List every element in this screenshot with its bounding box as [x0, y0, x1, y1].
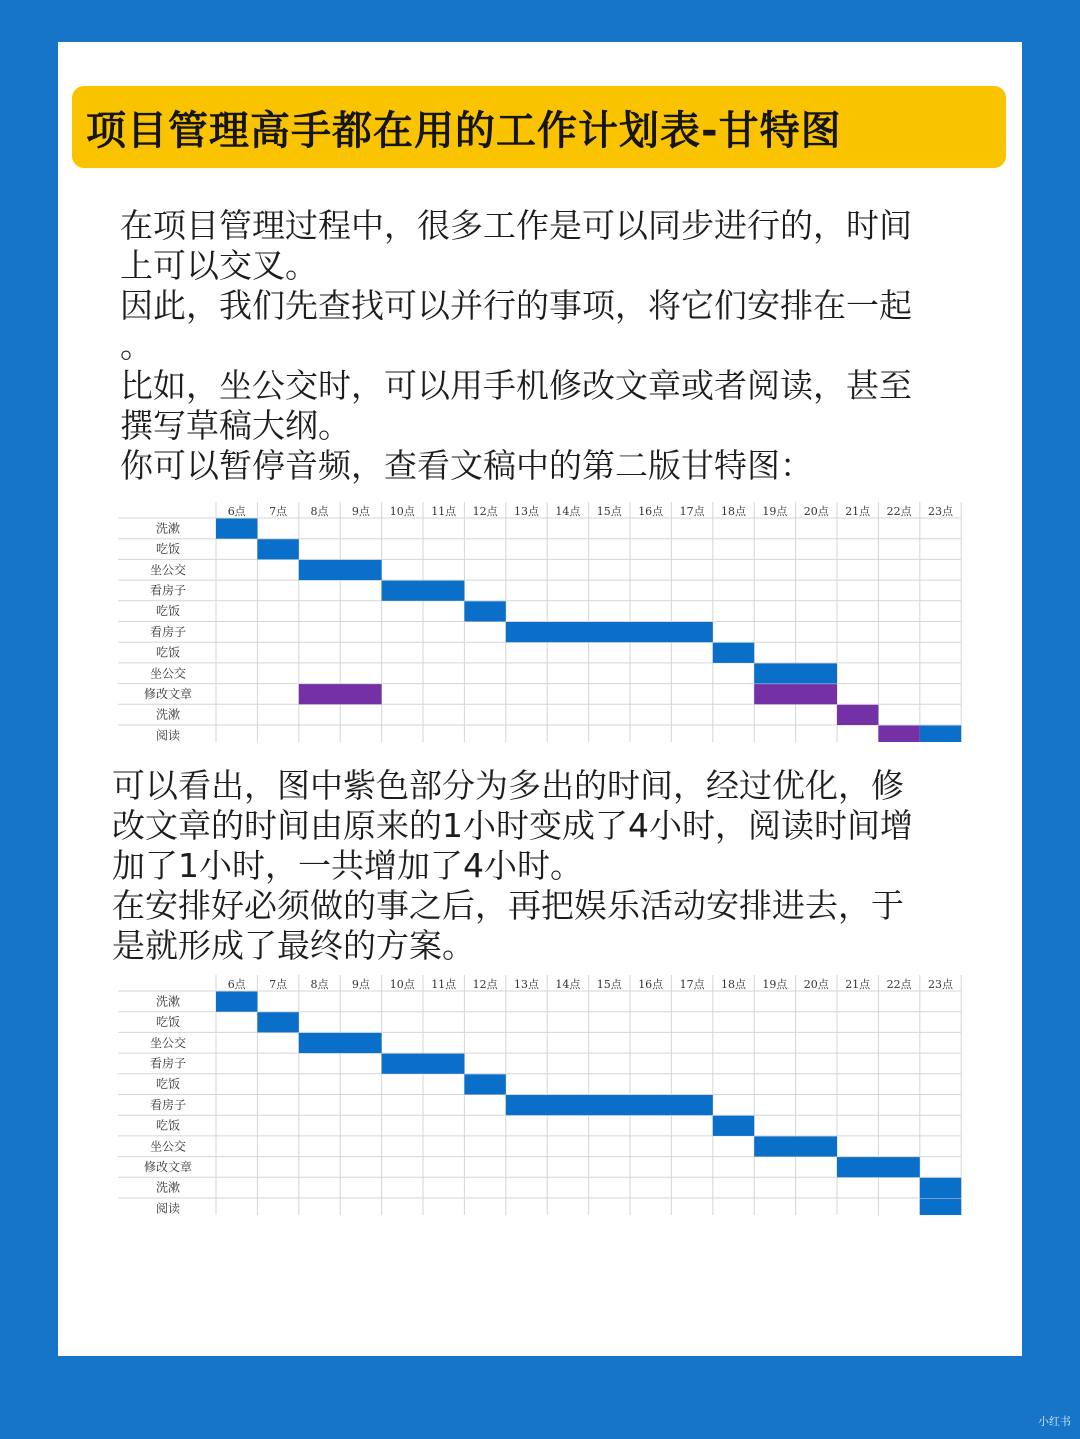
gantt-bar-修改文章 [299, 684, 382, 704]
hour-label: 14点 [555, 978, 581, 991]
task-label: 洗漱 [155, 1180, 181, 1195]
hour-label: 10点 [389, 505, 415, 518]
hour-label: 10点 [389, 978, 415, 991]
task-label: 洗漱 [155, 707, 181, 722]
gantt-bar-洗漱 [920, 1178, 961, 1198]
intro-line: 撰写草稿大纲。 [120, 406, 351, 445]
task-label: 洗漱 [155, 521, 181, 536]
hour-label: 7点 [269, 505, 288, 518]
task-label: 修改文章 [143, 1159, 193, 1174]
watermark: 小红书 [1038, 1415, 1071, 1428]
hour-label: 15点 [596, 505, 622, 518]
gantt-bar-坐公交 [299, 560, 382, 580]
hour-label: 8点 [310, 505, 329, 518]
gantt-bar-修改文章 [754, 684, 837, 704]
explanation-line: 在安排好必须做的事之后，再把娱乐活动安排进去，于 [112, 886, 904, 925]
gantt-bar-坐公交 [754, 663, 837, 683]
gantt-svg [118, 502, 962, 742]
gantt-chart-original [118, 502, 962, 742]
hour-label: 23点 [928, 505, 953, 518]
task-label: 坐公交 [149, 666, 187, 681]
hour-label: 12点 [472, 505, 498, 518]
hour-label: 13点 [514, 505, 539, 518]
hour-label: 11点 [431, 978, 457, 991]
gantt-bar-看房子 [506, 1095, 713, 1115]
task-label: 坐公交 [149, 562, 187, 577]
hour-label: 21点 [845, 505, 871, 518]
gantt-bar-吃饭 [464, 1074, 505, 1094]
intro-line: 你可以暂停音频，查看文稿中的第二版甘特图： [120, 446, 813, 485]
gantt-bar-看房子 [506, 622, 713, 642]
gantt-bar-吃饭 [257, 1012, 298, 1032]
hour-label: 8点 [310, 978, 329, 991]
hour-label: 6点 [227, 505, 246, 518]
gantt-bar-坐公交 [754, 1136, 837, 1156]
task-label: 看房子 [149, 1056, 187, 1071]
gantt-bar-看房子 [382, 581, 465, 601]
task-label: 看房子 [149, 583, 187, 598]
hour-label: 16点 [638, 978, 664, 991]
task-label: 看房子 [149, 624, 187, 639]
gantt-bar-修改文章 [837, 1157, 920, 1177]
task-label: 阅读 [155, 728, 181, 742]
explanation-line: 可以看出，图中紫色部分为多出的时间，经过优化，修 [112, 766, 904, 805]
hour-label: 18点 [721, 505, 746, 518]
hour-label: 7点 [269, 978, 288, 991]
explanation-line: 加了1小时，一共增加了4小时。 [112, 846, 583, 885]
explanation-line: 是就形成了最终的方案。 [112, 926, 475, 965]
hour-label: 17点 [679, 978, 705, 991]
gantt-bar-吃饭 [713, 1116, 754, 1136]
hour-label: 22点 [886, 978, 912, 991]
hour-label: 16点 [638, 505, 664, 518]
task-label: 吃饭 [155, 645, 181, 660]
hour-label: 20点 [803, 505, 829, 518]
task-label: 洗漱 [155, 994, 181, 1009]
task-label: 坐公交 [149, 1035, 187, 1050]
task-label: 坐公交 [149, 1139, 187, 1154]
hour-label: 20点 [803, 978, 829, 991]
hour-label: 9点 [351, 978, 370, 991]
explanation-line: 改文章的时间由原来的1小时变成了4小时，阅读时间增 [112, 806, 913, 845]
task-label: 吃饭 [155, 1118, 181, 1133]
task-label: 吃饭 [155, 542, 181, 557]
gantt-bar-吃饭 [257, 539, 298, 559]
hour-label: 21点 [845, 978, 871, 991]
intro-paragraph [120, 206, 912, 486]
hour-label: 15点 [596, 978, 622, 991]
gantt-bar-吃饭 [464, 601, 505, 621]
hour-label: 12点 [472, 978, 498, 991]
hour-label: 19点 [762, 505, 788, 518]
hour-label: 19点 [762, 978, 788, 991]
hour-label: 23点 [928, 978, 953, 991]
hour-label: 6点 [227, 978, 246, 991]
title-banner [72, 86, 1006, 168]
gantt-bar-坐公交 [299, 1033, 382, 1053]
gantt-bar-阅读 [878, 726, 919, 743]
hour-label: 11点 [431, 505, 457, 518]
gantt-svg [118, 975, 962, 1215]
intro-line: 上可以交叉。 [120, 246, 318, 285]
gantt-bar-洗漱 [216, 519, 257, 539]
hour-label: 22点 [886, 505, 912, 518]
intro-line: 在项目管理过程中，很多工作是可以同步进行的，时间 [120, 206, 912, 245]
intro-line: 。 [120, 326, 153, 365]
hour-label: 9点 [351, 505, 370, 518]
gantt-bar-吃饭 [713, 643, 754, 663]
gantt-bar-洗漱 [216, 992, 257, 1012]
gantt-chart-final [118, 975, 962, 1215]
intro-line: 因此，我们先查找可以并行的事项，将它们安排在一起 [120, 286, 912, 325]
task-label: 修改文章 [143, 686, 193, 701]
hour-label: 17点 [679, 505, 705, 518]
gantt-bar-看房子 [382, 1054, 465, 1074]
task-label: 看房子 [149, 1097, 187, 1112]
hour-label: 18点 [721, 978, 746, 991]
hour-label: 14点 [555, 505, 581, 518]
intro-line: 比如，坐公交时，可以用手机修改文章或者阅读，甚至 [120, 366, 912, 405]
task-label: 吃饭 [155, 1077, 181, 1092]
gantt-bar-阅读 [920, 726, 961, 743]
hour-label: 13点 [514, 978, 539, 991]
task-label: 吃饭 [155, 1015, 181, 1030]
page-title: 项目管理高手都在用的工作计划表-甘特图 [86, 107, 842, 154]
explanation-paragraph [112, 766, 913, 966]
gantt-bar-洗漱 [837, 705, 878, 725]
gantt-bar-阅读 [920, 1199, 961, 1216]
task-label: 阅读 [155, 1201, 181, 1215]
task-label: 吃饭 [155, 604, 181, 619]
